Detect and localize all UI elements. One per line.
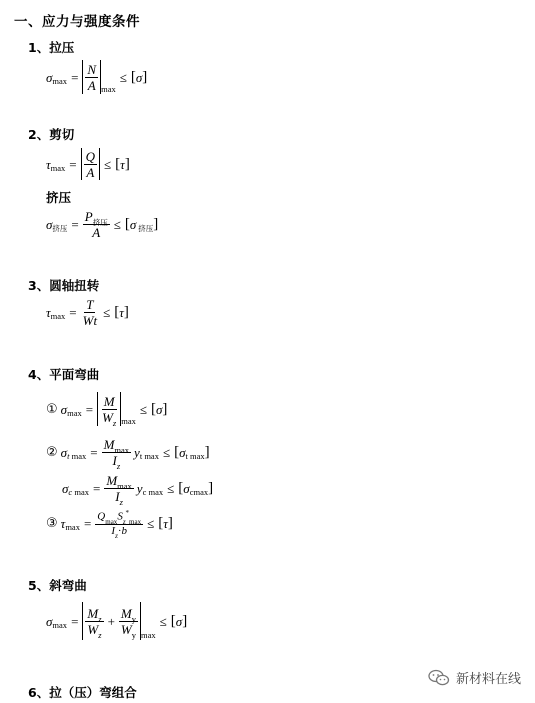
formula-shear: τ max = $\frac{Q}{A}$ ≤ [ τ ] (46, 148, 130, 180)
section-1-heading: 1、拉压 (28, 40, 75, 55)
formula-tension: σ max = $\frac{N}{A}$ max ≤ [ σ ] (46, 61, 148, 94)
formula-torsion: τ max = $\frac{T}{Wt}$ ≤ [ τ ] (46, 297, 129, 328)
formula-bending-1: ① σ max = $\frac{M}{W_z}$ max ≤ [ σ ] (46, 393, 168, 428)
formula-bending-3: ③ τ max = $\frac{Q_{max}S_z^*_{max}}{I_z\cdot b}$ ≤ [ τ ] (46, 509, 173, 540)
formula-bearing: σ 挤压 = $\frac{P_{挤压}}{A}$ ≤ [ σ 挤压 ] (46, 209, 159, 240)
section-6-heading: 6、拉（压）弯组合 (28, 685, 137, 700)
wechat-icon (428, 669, 450, 687)
watermark-text: 新材料在线 (455, 672, 521, 687)
watermark (428, 668, 521, 687)
formula-bending-2t: ② σ t max = $\frac{M_{max}}{I_z}$ y t max ≤ [ σ t max ] (46, 437, 210, 471)
section-2-heading: 2、剪切 (28, 127, 75, 142)
section-3-heading: 3、圆轴扭转 (28, 278, 100, 293)
formula-oblique-bending: σ max = $\frac{M_z}{W_z}$ + $\frac{M_y}{W_y}$ max ≤ [ σ ] (46, 602, 187, 640)
formula-bending-2c: σ c max = $\frac{M_{max}}{I_z}$ y c max ≤ [ σ cmax ] (62, 473, 214, 507)
section-4-heading: 4、平面弯曲 (28, 367, 100, 382)
section-2-sub-heading: 挤压 (46, 190, 72, 205)
section-5-heading: 5、斜弯曲 (28, 578, 87, 593)
page-title: 一、应力与强度条件 (14, 14, 140, 30)
